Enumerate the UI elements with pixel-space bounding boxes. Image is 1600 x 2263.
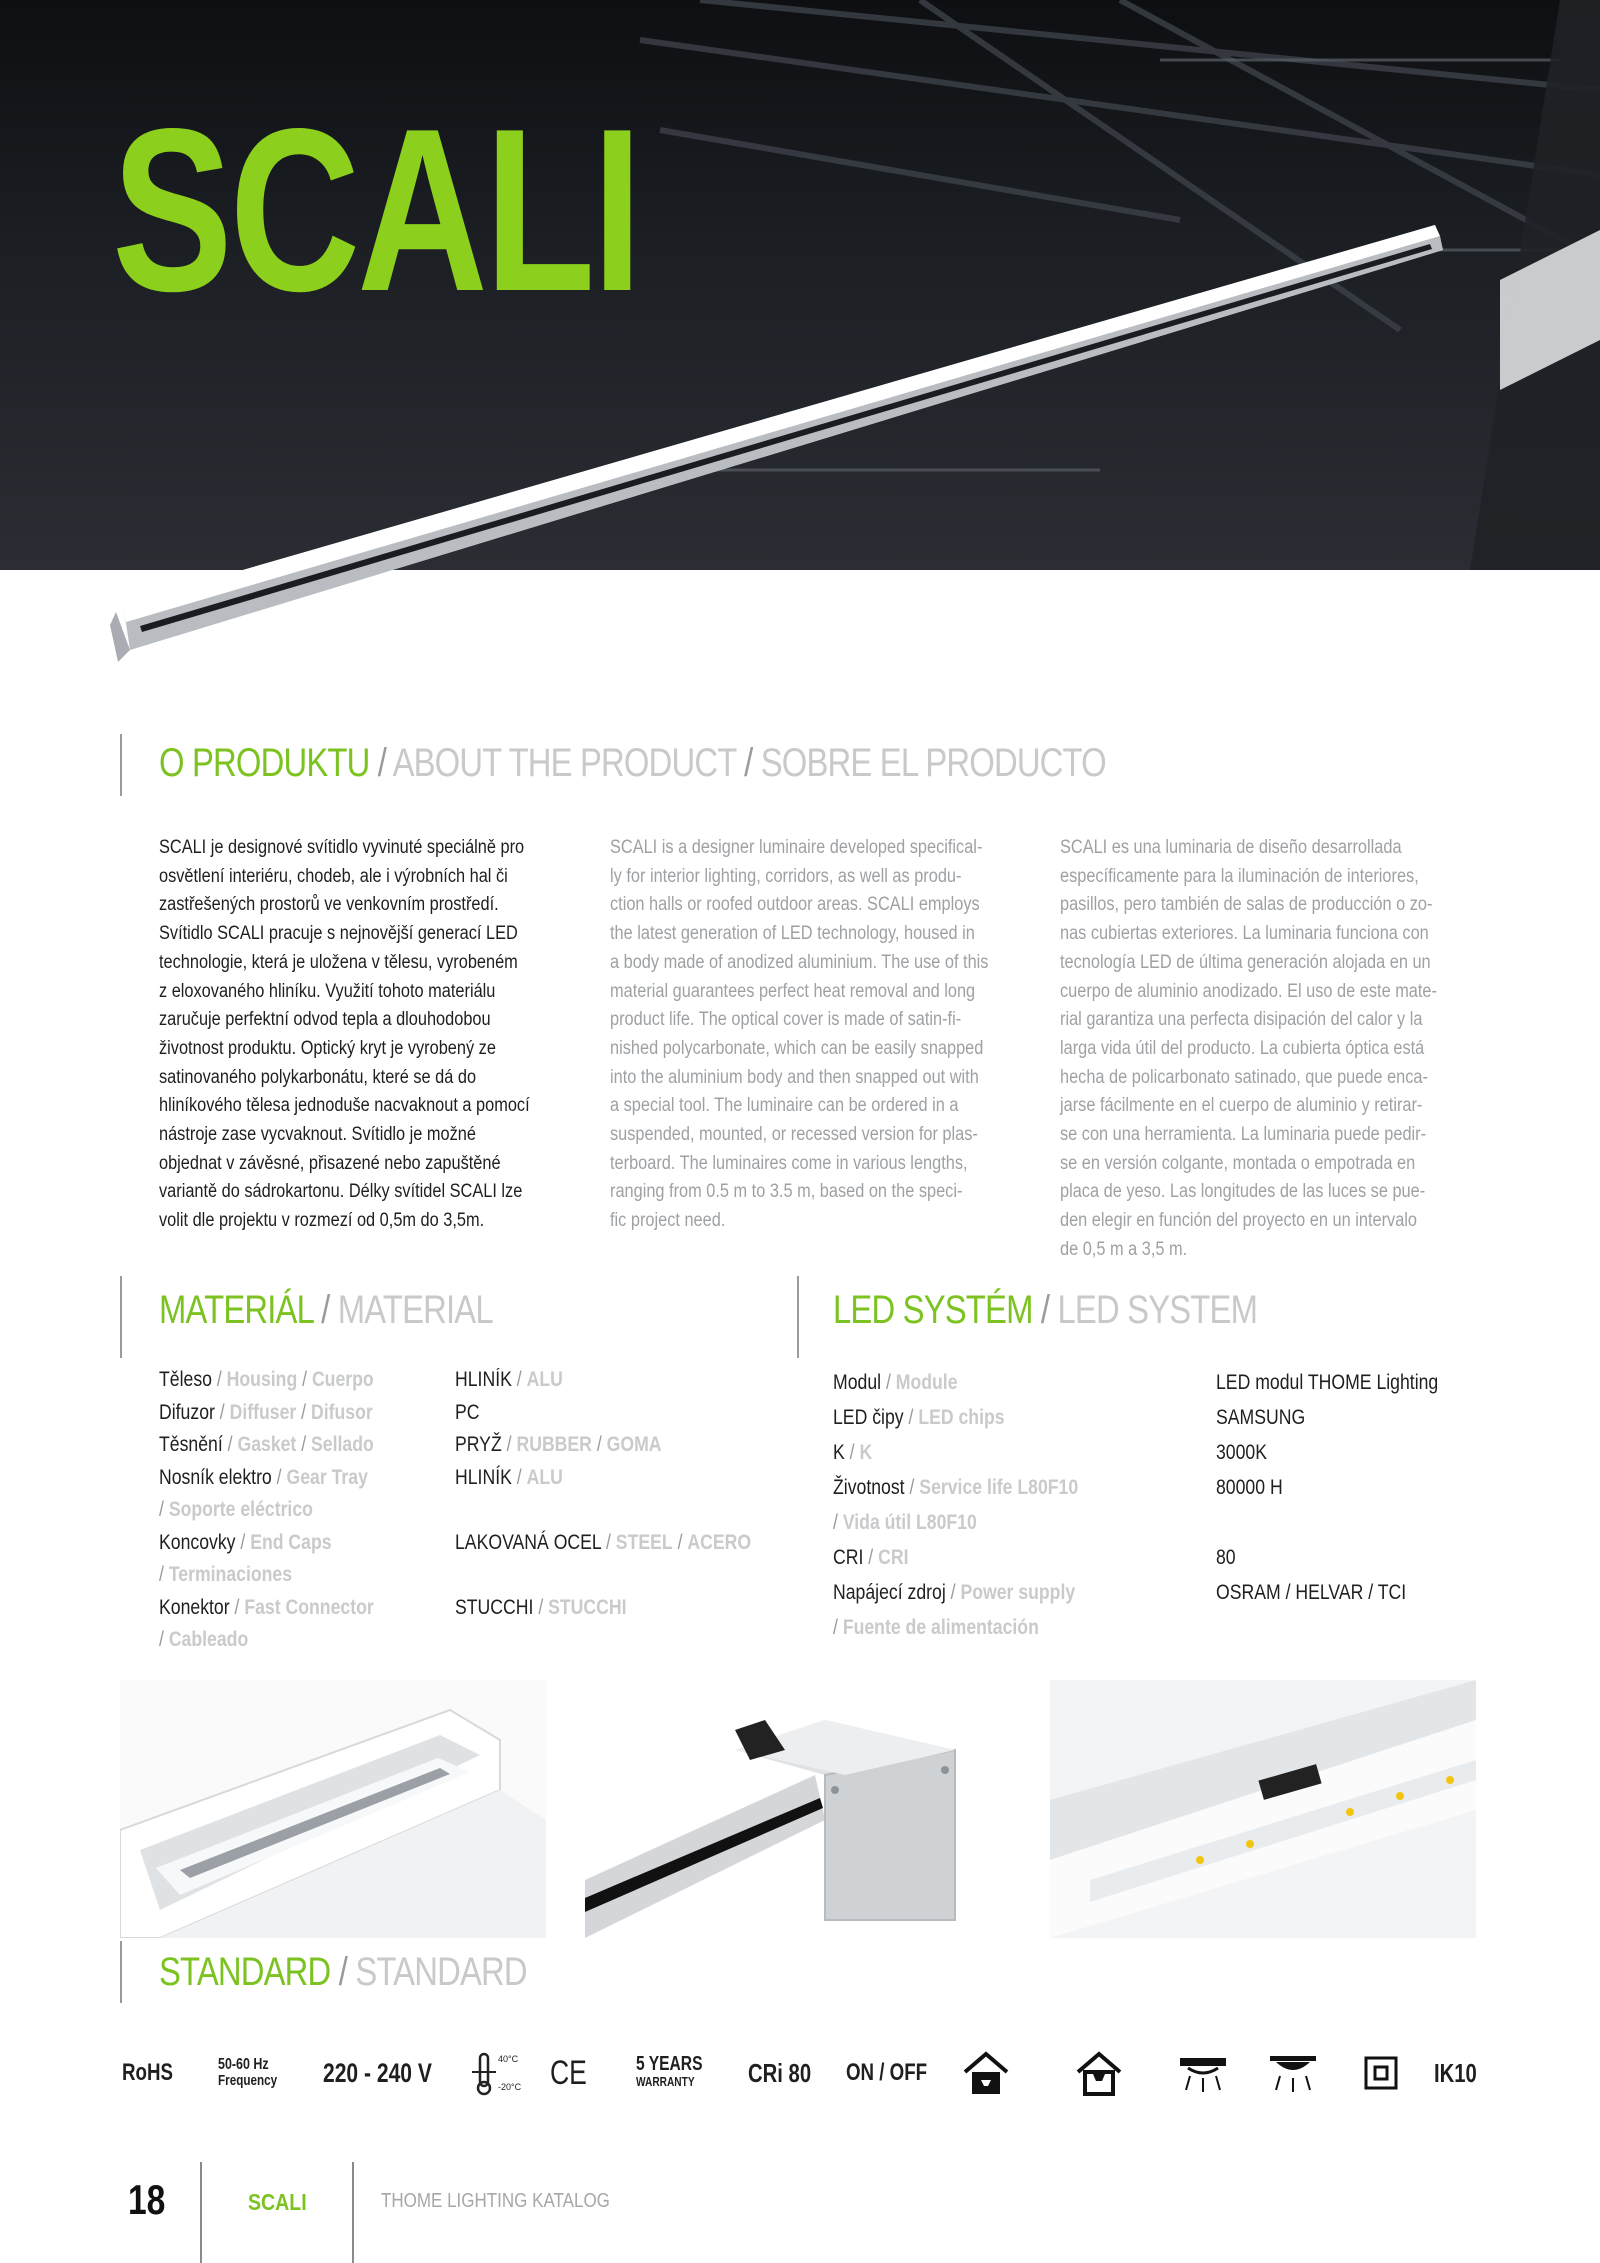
table-row: PC <box>455 1400 480 1424</box>
material-heading: MATERIÁL / MATERIAL <box>159 1288 493 1332</box>
table-cell: SAMSUNG <box>1216 1406 1306 1429</box>
hero-luminaire-graphic <box>0 0 1600 700</box>
section-divider <box>120 1941 122 2003</box>
recessed-light-icon <box>1178 2048 1228 2098</box>
table-row: HLINÍK / ALU <box>455 1368 563 1391</box>
product-photo-led-module <box>1050 1680 1476 1938</box>
table-row: / Cableado <box>159 1628 249 1651</box>
about-text-es: SCALI es una luminaria de diseño desarrollada específicamente para la iluminación de interiores, pasillos, pero también de salas de producción o zo- nas cubiertas exteriores. La luminaria funciona con tecnología LED de última generación alojada en un cuerpo de aluminio anodizado. El uso de este mate- rial garantiza una perfecta disipación del calor y la larga vida útil del producto. La cubierta óptica está hecha de policarbonato satinado, que puede enca- jarse fácilmente en el cuerpo de aluminio y retirar- se con una herramienta. La luminaria puede pedir- se en versión colgante, montada o empotrada en placa de yeso. Las longitudes de las luces se pue- den elegir en función del proyecto en un intervalo de 0,5 m a 3,5 m. <box>1060 837 1437 1260</box>
voltage-icon: 220 - 240 V <box>323 2057 432 2088</box>
led-labels <box>833 1365 1078 1645</box>
table-row: LAKOVANÁ OCEL / STEEL / ACERO <box>455 1530 752 1554</box>
table-row: / Terminaciones <box>159 1563 293 1586</box>
table-row: LED čipy / LED chips <box>833 1406 1005 1429</box>
footer-divider <box>200 2162 202 2263</box>
about-text-en: SCALI is a designer luminaire developed specifical- ly for interior lighting, corridors, as well as produ- ction halls or roofed outdoor areas. SCALI employs the latest generation of LED technology, housed in a body made of anodized aluminium. The use of this material guarantees perfect heat removal and long product life. The optical cover is made of satin-fi- nished polycarbonate, which can be easily snapped into the aluminium body and then snapped out with a special tool. The luminaire can be ordered in a suspended, mounted, or recessed version for plas- terboard. The luminaires come in various lengths, ranging from 0.5 m to 3.5 m, based on the speci- fic project need. <box>610 837 989 1232</box>
led-values <box>1216 1365 1438 1610</box>
table-row: Napájecí zdroj / Power supply <box>833 1581 1076 1604</box>
product-photo-end-cap <box>585 1680 1011 1938</box>
switch-icon: ON / OFF <box>846 2059 928 2086</box>
table-cell: 80 <box>1216 1546 1236 1569</box>
about-heading: O PRODUKTU / ABOUT THE PRODUCT / SOBRE EL PRODUCTO <box>159 741 1106 785</box>
table-row: HLINÍK / ALU <box>455 1465 563 1489</box>
standards-icon-strip <box>118 2048 1498 2098</box>
table-row: Životnost / Service life L80F10 <box>833 1476 1079 1499</box>
led-heading: LED SYSTÉM / LED SYSTEM <box>833 1288 1258 1332</box>
table-cell: 80000 H <box>1216 1476 1283 1499</box>
table-row: Difuzor / Diffuser / Difusor <box>159 1400 373 1424</box>
class-ii-icon <box>1364 2048 1398 2098</box>
footer-product-name: SCALI <box>248 2189 307 2215</box>
material-labels <box>159 1364 374 1657</box>
ce-icon: CE <box>550 2053 587 2092</box>
svg-text:40°C: 40°C <box>498 2054 519 2064</box>
table-row: K / K <box>833 1441 873 1464</box>
table-row: / Vida útil L80F10 <box>833 1511 977 1534</box>
frequency-icon: 50-60 Hz Frequency <box>218 2056 278 2089</box>
table-row: PRYŽ / RUBBER / GOMA <box>455 1433 662 1456</box>
product-title: SCALI <box>112 81 640 340</box>
section-divider <box>120 1276 122 1358</box>
material-values <box>455 1364 751 1624</box>
table-cell: OSRAM / HELVAR / TCI <box>1216 1581 1407 1604</box>
section-divider <box>797 1276 799 1358</box>
indoor-recessed-icon <box>963 2048 1009 2098</box>
section-divider <box>120 734 122 796</box>
product-photo-recessed <box>120 1680 546 1938</box>
about-text-cz: SCALI je designové svítidlo vyvinuté speciálně pro osvětlení interiéru, chodeb, ale i výrobních hal či zastřešených prostorů ve venkovním prostředí. Svítidlo SCALI pracuje s nejnovější generací LED technologie, která je uložena v tělesu, vyrobeném z eloxovaného hliníku. Využití tohoto materiálu zaručuje perfektní odvod tepla a dlouhodobou životnost produktu. Optický kryt je vyrobený ze satinovaného polykarbonátu, které se dá do hliníkového tělesa jednoduše nacvaknout a pomocí nástroje zase vycvaknout. Svítidlo je možné objednat v závěsné, přisazené nebo zapuštěné variantě do sádrokartonu. Délky svítidel SCALI lze volit dle projektu v rozmezí od 0,5m do 3,5m. <box>159 837 530 1232</box>
page-number: 18 <box>128 2176 166 2223</box>
table-row: CRI / CRI <box>833 1546 909 1569</box>
table-row: STUCCHI / STUCCHI <box>455 1595 627 1619</box>
ik10-icon: IK10 <box>1434 2057 1477 2088</box>
cri-icon: CRi 80 <box>748 2057 812 2088</box>
svg-text:-20°C: -20°C <box>498 2082 522 2092</box>
surface-light-icon <box>1268 2048 1318 2098</box>
table-row: Modul / Module <box>833 1371 958 1394</box>
table-row: Těleso / Housing / Cuerpo <box>159 1368 374 1391</box>
table-row: Koncovky / End Caps <box>159 1530 332 1554</box>
table-cell: 3000K <box>1216 1441 1268 1464</box>
thermometer-icon <box>468 2048 528 2098</box>
table-cell: LED modul THOME Lighting <box>1216 1371 1439 1394</box>
indoor-mounted-icon <box>1076 2048 1122 2098</box>
table-row: / Fuente de alimentación <box>833 1616 1039 1639</box>
footer-divider <box>352 2162 354 2263</box>
warranty-icon: 5 YEARS WARRANTY <box>636 2053 703 2089</box>
table-row: Konektor / Fast Connector <box>159 1595 374 1619</box>
standard-heading: STANDARD / STANDARD <box>159 1950 527 1994</box>
rohs-icon: RoHS <box>122 2059 173 2086</box>
table-row: Těsnění / Gasket / Sellado <box>159 1433 374 1456</box>
table-row: Nosník elektro / Gear Tray <box>159 1465 368 1489</box>
table-row: / Soporte eléctrico <box>159 1498 313 1521</box>
footer-catalog-name: THOME LIGHTING KATALOG <box>381 2190 610 2212</box>
